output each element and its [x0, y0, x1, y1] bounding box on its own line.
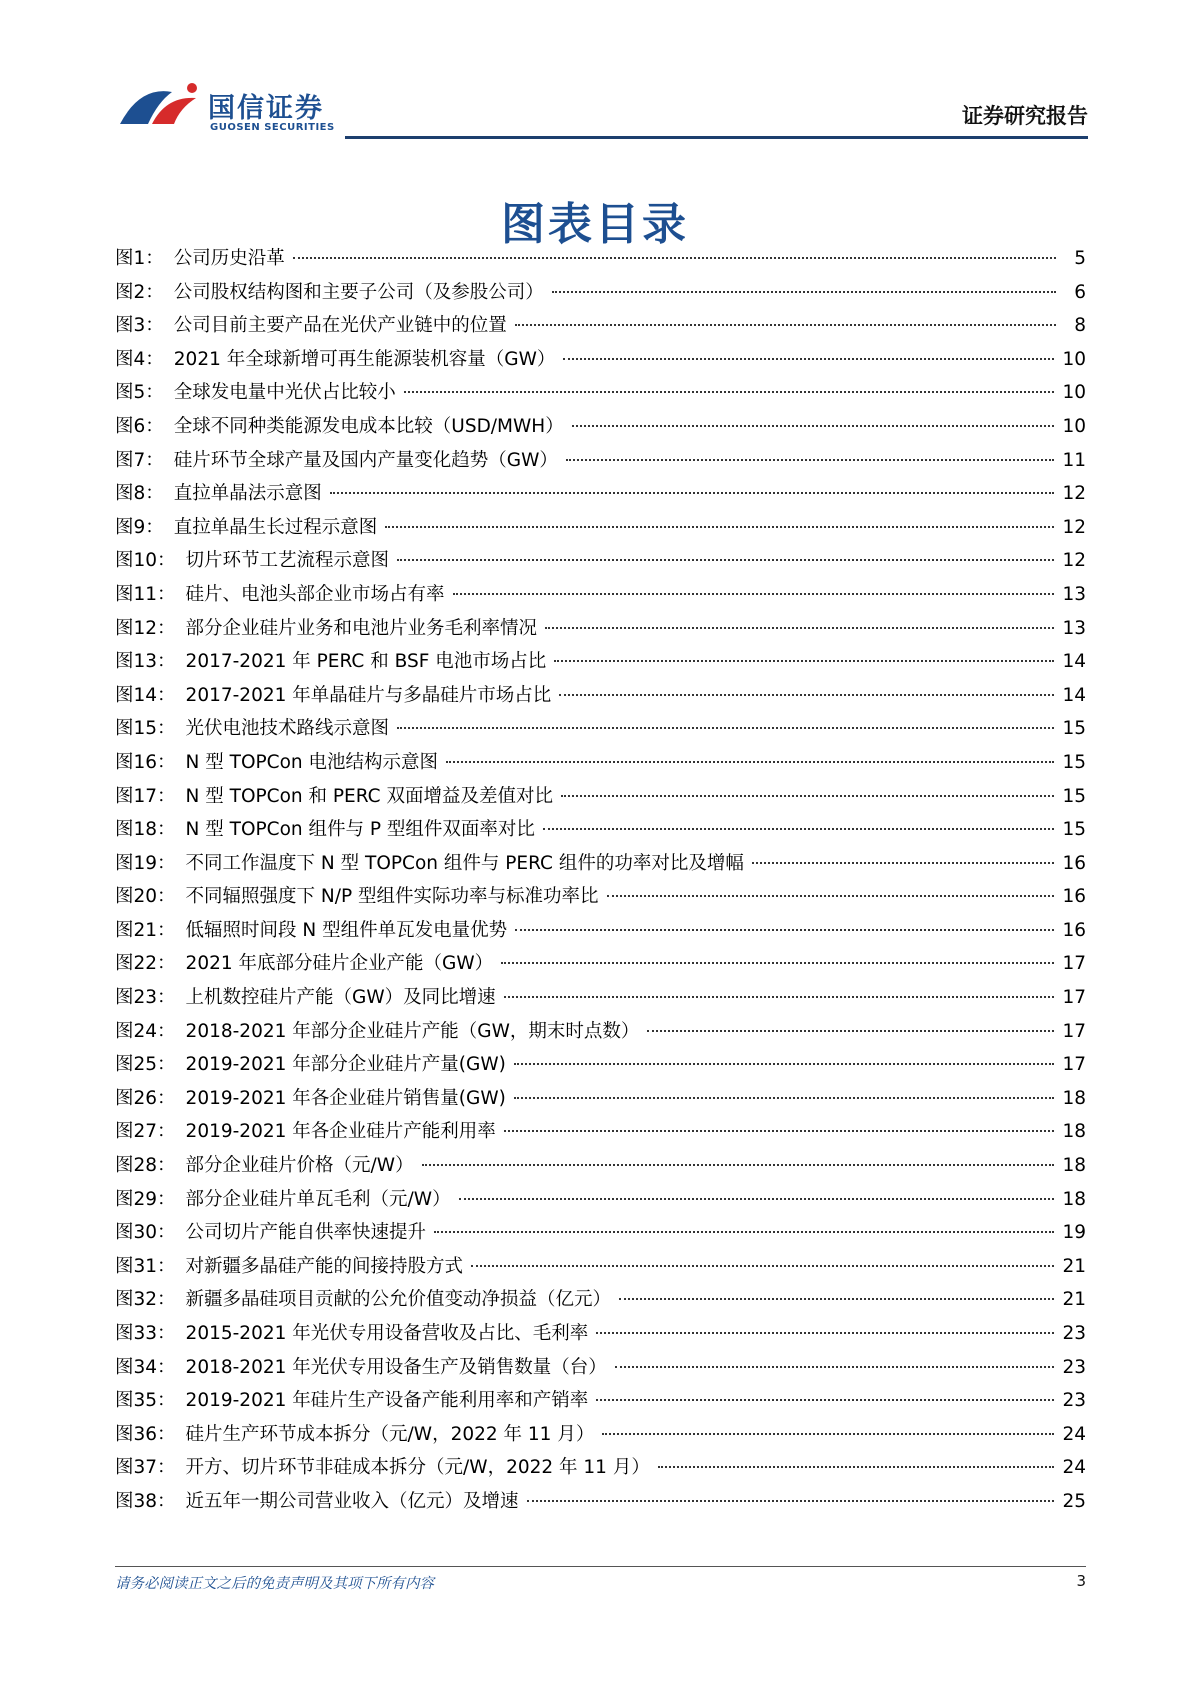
- toc-entry-title: 部分企业硅片业务和电池片业务毛利率情况: [185, 617, 538, 639]
- toc-dot-leader: [422, 1164, 1055, 1166]
- toc-entry-label: 图29：: [115, 1188, 176, 1210]
- logo-chinese-name: 国信证券: [208, 93, 324, 124]
- toc-entry-label: 图38：: [115, 1490, 176, 1512]
- guosen-logo-icon: [118, 80, 208, 130]
- toc-entry[interactable]: [115, 513, 1086, 547]
- toc-dot-leader: [566, 459, 1055, 461]
- toc-entry-label: 图4：: [115, 348, 164, 370]
- toc-entry[interactable]: [115, 1420, 1086, 1454]
- toc-entry[interactable]: [115, 1386, 1086, 1420]
- toc-entry-label: 图21：: [115, 919, 176, 941]
- toc-dot-leader: [647, 1030, 1054, 1032]
- toc-entry-title: 2019-2021 年各企业硅片产能利用率: [185, 1121, 496, 1143]
- toc-entry-title: 新疆多晶硅项目贡献的公允价值变动净损益（亿元）: [185, 1289, 612, 1311]
- toc-dot-leader: [446, 761, 1054, 763]
- toc-entry-title: 公司目前主要产品在光伏产业链中的位置: [173, 315, 507, 337]
- toc-entry-page: 15: [1062, 785, 1086, 807]
- toc-dot-leader: [607, 895, 1055, 897]
- toc-dot-leader: [501, 962, 1054, 964]
- toc-entry-title: 硅片、电池头部企业市场占有率: [185, 583, 445, 605]
- toc-dot-leader: [293, 257, 1056, 259]
- toc-dot-leader: [619, 1298, 1054, 1300]
- toc-entry-title: N 型 TOPCon 电池结构示意图: [185, 751, 439, 773]
- toc-entry-page: 6: [1074, 281, 1086, 303]
- toc-entry-page: 17: [1062, 953, 1086, 975]
- toc-entry[interactable]: [115, 647, 1086, 681]
- toc-entry-title: 部分企业硅片价格（元/W）: [185, 1155, 414, 1177]
- toc-entry[interactable]: [115, 278, 1086, 312]
- toc-entry-page: 18: [1062, 1155, 1086, 1177]
- toc-dot-leader: [514, 1097, 1055, 1099]
- toc-dot-leader: [504, 1130, 1055, 1132]
- toc-dot-leader: [514, 1063, 1055, 1065]
- toc-entry[interactable]: [115, 849, 1086, 883]
- toc-entry-label: 图6：: [115, 415, 164, 437]
- logo-english-name: GUOSEN SECURITIES: [210, 122, 335, 133]
- toc-entry-page: 15: [1062, 819, 1086, 841]
- toc-dot-leader: [596, 1399, 1054, 1401]
- toc-dot-leader: [504, 996, 1055, 998]
- toc-entry-page: 17: [1062, 1054, 1086, 1076]
- toc-entry-title: 不同工作温度下 N 型 TOPCon 组件与 PERC 组件的功率对比及增幅: [185, 852, 744, 874]
- toc-entry-label: 图20：: [115, 886, 176, 908]
- toc-entry-page: 15: [1062, 718, 1086, 740]
- toc-dot-leader: [515, 324, 1056, 326]
- toc-entry-label: 图11：: [115, 583, 176, 605]
- toc-entry[interactable]: [115, 1285, 1086, 1319]
- toc-dot-leader: [397, 559, 1054, 561]
- toc-entry-title: 2019-2021 年部分企业硅片产量(GW): [185, 1054, 506, 1076]
- toc-entry-title: 开方、切片环节非硅成本拆分（元/W，2022 年 11 月）: [185, 1457, 650, 1479]
- toc-dot-leader: [397, 727, 1054, 729]
- toc-entry-page: 21: [1062, 1255, 1086, 1277]
- toc-entry[interactable]: [115, 1117, 1086, 1151]
- toc-entry[interactable]: [115, 748, 1086, 782]
- toc-entry-label: 图33：: [115, 1323, 176, 1344]
- toc-entry-page: 17: [1062, 987, 1086, 1009]
- disclaimer: 请务必阅读正文之后的免责声明及其项下所有内容: [115, 1576, 434, 1592]
- toc-entry[interactable]: [115, 882, 1086, 916]
- toc-list: [115, 244, 1086, 1521]
- toc-entry-label: 图14：: [115, 684, 176, 706]
- toc-entry-title: 公司历史沿革: [173, 248, 285, 269]
- toc-entry-page: 18: [1062, 1087, 1086, 1109]
- toc-entry[interactable]: [115, 1185, 1086, 1219]
- toc-entry-page: 16: [1062, 919, 1086, 941]
- toc-entry-page: 14: [1062, 684, 1086, 706]
- toc-entry-title: 对新疆多晶硅产能的间接持股方式: [185, 1255, 464, 1277]
- toc-entry-label: 图19：: [115, 852, 176, 874]
- toc-entry-page: 16: [1062, 886, 1086, 908]
- report-type: 证券研究报告: [962, 104, 1088, 128]
- toc-entry-title: N 型 TOPCon 和 PERC 双面增益及差值对比: [185, 785, 553, 807]
- toc-entry-page: 23: [1062, 1390, 1086, 1412]
- toc-entry-label: 图22：: [115, 953, 176, 975]
- toc-dot-leader: [602, 1433, 1054, 1435]
- toc-entry-label: 图1：: [115, 248, 164, 269]
- toc-dot-leader: [453, 593, 1055, 595]
- toc-entry-title: 2019-2021 年各企业硅片销售量(GW): [185, 1087, 506, 1109]
- toc-entry[interactable]: [115, 1084, 1086, 1118]
- toc-entry-label: 图28：: [115, 1155, 176, 1177]
- toc-entry-title: 公司切片产能自供率快速提升: [185, 1222, 427, 1244]
- toc-entry[interactable]: [115, 1353, 1086, 1387]
- toc-entry-label: 图24：: [115, 1020, 176, 1042]
- toc-entry-page: 23: [1062, 1356, 1086, 1378]
- toc-dot-leader: [554, 660, 1054, 662]
- toc-entry[interactable]: [115, 714, 1086, 748]
- toc-entry[interactable]: [115, 1218, 1086, 1252]
- toc-entry[interactable]: [115, 614, 1086, 648]
- toc-entry-page: 25: [1062, 1490, 1086, 1512]
- toc-entry-label: 图32：: [115, 1289, 176, 1311]
- toc-entry[interactable]: [115, 412, 1086, 446]
- toc-entry[interactable]: [115, 1017, 1086, 1051]
- toc-dot-leader: [434, 1231, 1054, 1233]
- toc-entry-label: 图13：: [115, 651, 176, 673]
- toc-entry-label: 图5：: [115, 382, 164, 404]
- toc-entry[interactable]: [115, 479, 1086, 513]
- toc-dot-leader: [404, 391, 1055, 393]
- toc-entry-label: 图26：: [115, 1087, 176, 1109]
- toc-entry-label: 图10：: [115, 550, 176, 572]
- toc-entry-label: 图25：: [115, 1054, 176, 1076]
- toc-entry[interactable]: [115, 345, 1086, 379]
- toc-entry-label: 图8：: [115, 483, 164, 505]
- toc-entry-page: 12: [1062, 516, 1086, 538]
- toc-entry-label: 图3：: [115, 315, 164, 337]
- toc-entry-label: 图9：: [115, 516, 164, 538]
- toc-entry-title: 全球不同种类能源发电成本比较（USD/MWH）: [173, 415, 564, 437]
- guosen-logo: [118, 80, 348, 140]
- toc-entry-page: 15: [1062, 751, 1086, 773]
- toc-title: 图表目录: [501, 199, 689, 250]
- toc-entry-title: 光伏电池技术路线示意图: [185, 718, 390, 740]
- toc-entry-label: 图23：: [115, 987, 176, 1009]
- toc-entry-title: 低辐照时间段 N 型组件单瓦发电量优势: [185, 919, 508, 941]
- toc-entry-label: 图17：: [115, 785, 176, 807]
- toc-dot-leader: [330, 492, 1055, 494]
- toc-entry[interactable]: [115, 983, 1086, 1017]
- toc-entry-title: 2018-2021 年光伏专用设备生产及销售数量（台）: [185, 1356, 607, 1378]
- toc-entry-page: 23: [1062, 1323, 1086, 1344]
- toc-entry-label: 图30：: [115, 1222, 176, 1244]
- toc-entry[interactable]: [115, 1050, 1086, 1084]
- toc-entry-title: 直拉单晶生长过程示意图: [173, 516, 378, 538]
- toc-dot-leader: [596, 1332, 1054, 1334]
- toc-dot-leader: [471, 1265, 1054, 1267]
- toc-entry-label: 图35：: [115, 1390, 176, 1412]
- toc-entry-title: 近五年一期公司营业收入（亿元）及增速: [185, 1490, 519, 1512]
- toc-dot-leader: [752, 862, 1055, 864]
- toc-entry[interactable]: [115, 782, 1086, 816]
- toc-dot-leader: [385, 526, 1054, 528]
- toc-entry[interactable]: [115, 815, 1086, 849]
- toc-entry[interactable]: [115, 378, 1086, 412]
- toc-entry-page: 13: [1062, 617, 1086, 639]
- toc-entry-label: 图27：: [115, 1121, 176, 1143]
- toc-entry-title: 2021 年底部分硅片企业产能（GW）: [185, 953, 494, 975]
- toc-entry[interactable]: [115, 546, 1086, 580]
- toc-entry-page: 18: [1062, 1188, 1086, 1210]
- toc-dot-leader: [527, 1500, 1055, 1502]
- toc-entry-title: 硅片环节全球产量及国内产量变化趋势（GW）: [173, 449, 558, 471]
- toc-entry[interactable]: [115, 244, 1086, 278]
- toc-entry-label: 图34：: [115, 1356, 176, 1378]
- toc-entry-page: 17: [1062, 1020, 1086, 1042]
- toc-entry-label: 图18：: [115, 819, 176, 841]
- toc-entry-page: 24: [1062, 1457, 1086, 1479]
- toc-entry-title: 2017-2021 年 PERC 和 BSF 电池市场占比: [185, 651, 547, 673]
- toc-entry-label: 图7：: [115, 449, 164, 471]
- toc-entry-title: 2018-2021 年部分企业硅片产能（GW，期末时点数）: [185, 1020, 640, 1042]
- toc-entry-label: 图15：: [115, 718, 176, 740]
- toc-entry-title: 公司股权结构图和主要子公司（及参股公司）: [173, 281, 544, 303]
- toc-dot-leader: [545, 627, 1054, 629]
- toc-entry-page: 11: [1062, 449, 1086, 471]
- toc-entry-label: 图2：: [115, 281, 164, 303]
- toc-entry[interactable]: [115, 1453, 1086, 1487]
- toc-entry-title: 直拉单晶法示意图: [173, 483, 322, 505]
- toc-entry-title: 硅片生产环节成本拆分（元/W，2022 年 11 月）: [185, 1423, 595, 1445]
- toc-entry-label: 图36：: [115, 1423, 176, 1445]
- page-header: [0, 0, 1190, 140]
- toc-entry-page: 12: [1062, 483, 1086, 505]
- toc-entry-label: 图37：: [115, 1457, 176, 1479]
- toc-entry-title: 2021 年全球新增可再生能源装机容量（GW）: [173, 348, 556, 370]
- toc-entry-label: 图31：: [115, 1255, 176, 1277]
- toc-entry-label: 图16：: [115, 751, 176, 773]
- toc-entry-title: 2019-2021 年硅片生产设备产能利用率和产销率: [185, 1390, 589, 1412]
- toc-entry[interactable]: [115, 446, 1086, 480]
- toc-dot-leader: [559, 694, 1054, 696]
- toc-entry-title: 2015-2021 年光伏专用设备营收及占比、毛利率: [185, 1323, 589, 1344]
- toc-entry-title: 全球发电量中光伏占比较小: [173, 382, 396, 404]
- footer-divider: [115, 1566, 1086, 1567]
- toc-entry-title: 不同辐照强度下 N/P 型组件实际功率与标准功率比: [185, 886, 599, 908]
- toc-entry-page: 12: [1062, 550, 1086, 572]
- toc-entry[interactable]: [115, 1252, 1086, 1286]
- toc-entry-title: 2017-2021 年单晶硅片与多晶硅片市场占比: [185, 684, 552, 706]
- toc-entry[interactable]: [115, 311, 1086, 345]
- toc-dot-leader: [563, 358, 1054, 360]
- page-number: 3: [1076, 1572, 1086, 1590]
- toc-entry-page: 24: [1062, 1423, 1086, 1445]
- toc-entry-page: 5: [1074, 248, 1086, 269]
- toc-entry-page: 10: [1062, 348, 1086, 370]
- header-divider: [345, 136, 1088, 139]
- toc-entry[interactable]: [115, 580, 1086, 614]
- toc-entry-title: 切片环节工艺流程示意图: [185, 550, 390, 572]
- toc-dot-leader: [543, 828, 1055, 830]
- toc-dot-leader: [552, 291, 1056, 293]
- toc-dot-leader: [658, 1466, 1055, 1468]
- toc-entry[interactable]: [115, 1487, 1086, 1521]
- toc-entry-page: 16: [1062, 852, 1086, 874]
- toc-entry-title: N 型 TOPCon 组件与 P 型组件双面率对比: [185, 819, 535, 841]
- toc-dot-leader: [561, 795, 1054, 797]
- toc-entry-page: 8: [1074, 315, 1086, 337]
- toc-entry-title: 上机数控硅片产能（GW）及同比增速: [185, 987, 496, 1009]
- toc-entry-page: 14: [1062, 651, 1086, 673]
- toc-entry-label: 图12：: [115, 617, 176, 639]
- toc-entry-page: 19: [1062, 1222, 1086, 1244]
- toc-entry-page: 10: [1062, 415, 1086, 437]
- toc-entry-page: 10: [1062, 382, 1086, 404]
- toc-entry[interactable]: [115, 1151, 1086, 1185]
- toc-entry[interactable]: [115, 1319, 1086, 1353]
- toc-dot-leader: [459, 1198, 1055, 1200]
- toc-entry-page: 13: [1062, 583, 1086, 605]
- toc-entry[interactable]: [115, 681, 1086, 715]
- toc-entry-page: 18: [1062, 1121, 1086, 1143]
- toc-dot-leader: [572, 425, 1055, 427]
- toc-entry[interactable]: [115, 949, 1086, 983]
- toc-entry-title: 部分企业硅片单瓦毛利（元/W）: [185, 1188, 451, 1210]
- toc-entry[interactable]: [115, 916, 1086, 950]
- toc-dot-leader: [515, 929, 1054, 931]
- toc-entry-page: 21: [1062, 1289, 1086, 1311]
- toc-dot-leader: [615, 1366, 1055, 1368]
